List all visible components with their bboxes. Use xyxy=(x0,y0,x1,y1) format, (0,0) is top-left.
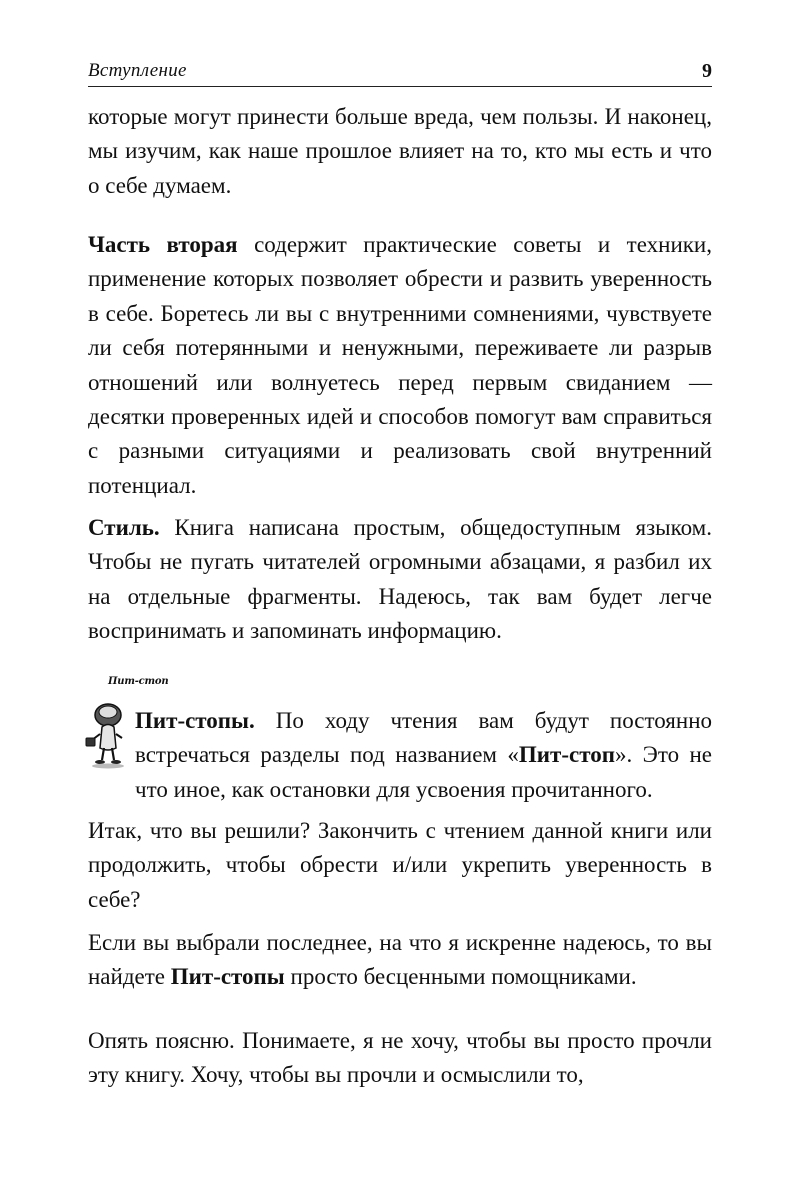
paragraph-decision: Итак, что вы решили? Закончить с чтением данной книги или продолжить, чтобы обрести и/или укрепить уверенность в себе? xyxy=(88,818,712,912)
choice-text-b: просто бесценными помощниками. xyxy=(284,964,637,990)
running-head xyxy=(88,62,712,87)
part-two-text: содержит практические советы и техники, применение которых позволяет обрести и развить уверенность в себе. Боретесь ли вы с внутренними сомнениями, чувствуете ли себя потерянными и ненужными, переживаете ли разрыв отношений или волнуетесь перед первым свиданием — десятки проверенных идей и способов помогут вам справиться с разными ситуациями и реализовать свой внутренний потенциал. xyxy=(88,232,712,498)
paragraph-continuation: которые могут принести больше вреда, чем пользы. И наконец, мы изучим, как наше прошлое влияет на то, кто мы есть и что о себе думаем. xyxy=(88,104,712,198)
paragraph-explain: Опять поясню. Понимаете, я не хочу, чтобы вы просто прочли эту книгу. Хочу, чтобы вы прочли и осмыслили то, xyxy=(88,1028,712,1088)
choice-bold: Пит-стопы xyxy=(170,964,285,990)
pitstop-inline-bold: Пит-стоп xyxy=(518,742,615,768)
paragraph-choice xyxy=(88,926,712,995)
section-title: Вступление xyxy=(88,60,187,81)
part-two-heading: Часть вторая xyxy=(88,232,238,257)
pitstop-text-a: По ходу чтения вам будут постоянно встречаться разделы под названием « xyxy=(135,708,712,768)
page-number: 9 xyxy=(702,60,712,82)
style-text: Книга написана простым, общедоступным языком. Чтобы не пугать читателей огромными абзацами, я разбил их на отдельные фрагменты. Надеюсь, так вам будет легче воспринимать и запоминать информацию. xyxy=(88,515,712,644)
pitstop-heading: Пит-стопы. xyxy=(135,708,255,733)
pitstop-text-b: ». Это не что иное, как остановки для усвоения прочитанного. xyxy=(135,742,713,802)
pitstop-icon-label: Пит-стоп xyxy=(108,676,169,687)
paragraph-style xyxy=(88,511,712,649)
pitstop-callout xyxy=(135,704,712,807)
choice-text-a: Если вы выбрали последнее, на что я искренне надеюсь, то вы найдете xyxy=(88,930,712,990)
style-heading: Стиль. xyxy=(88,515,160,540)
paragraph-part-two xyxy=(88,228,712,503)
